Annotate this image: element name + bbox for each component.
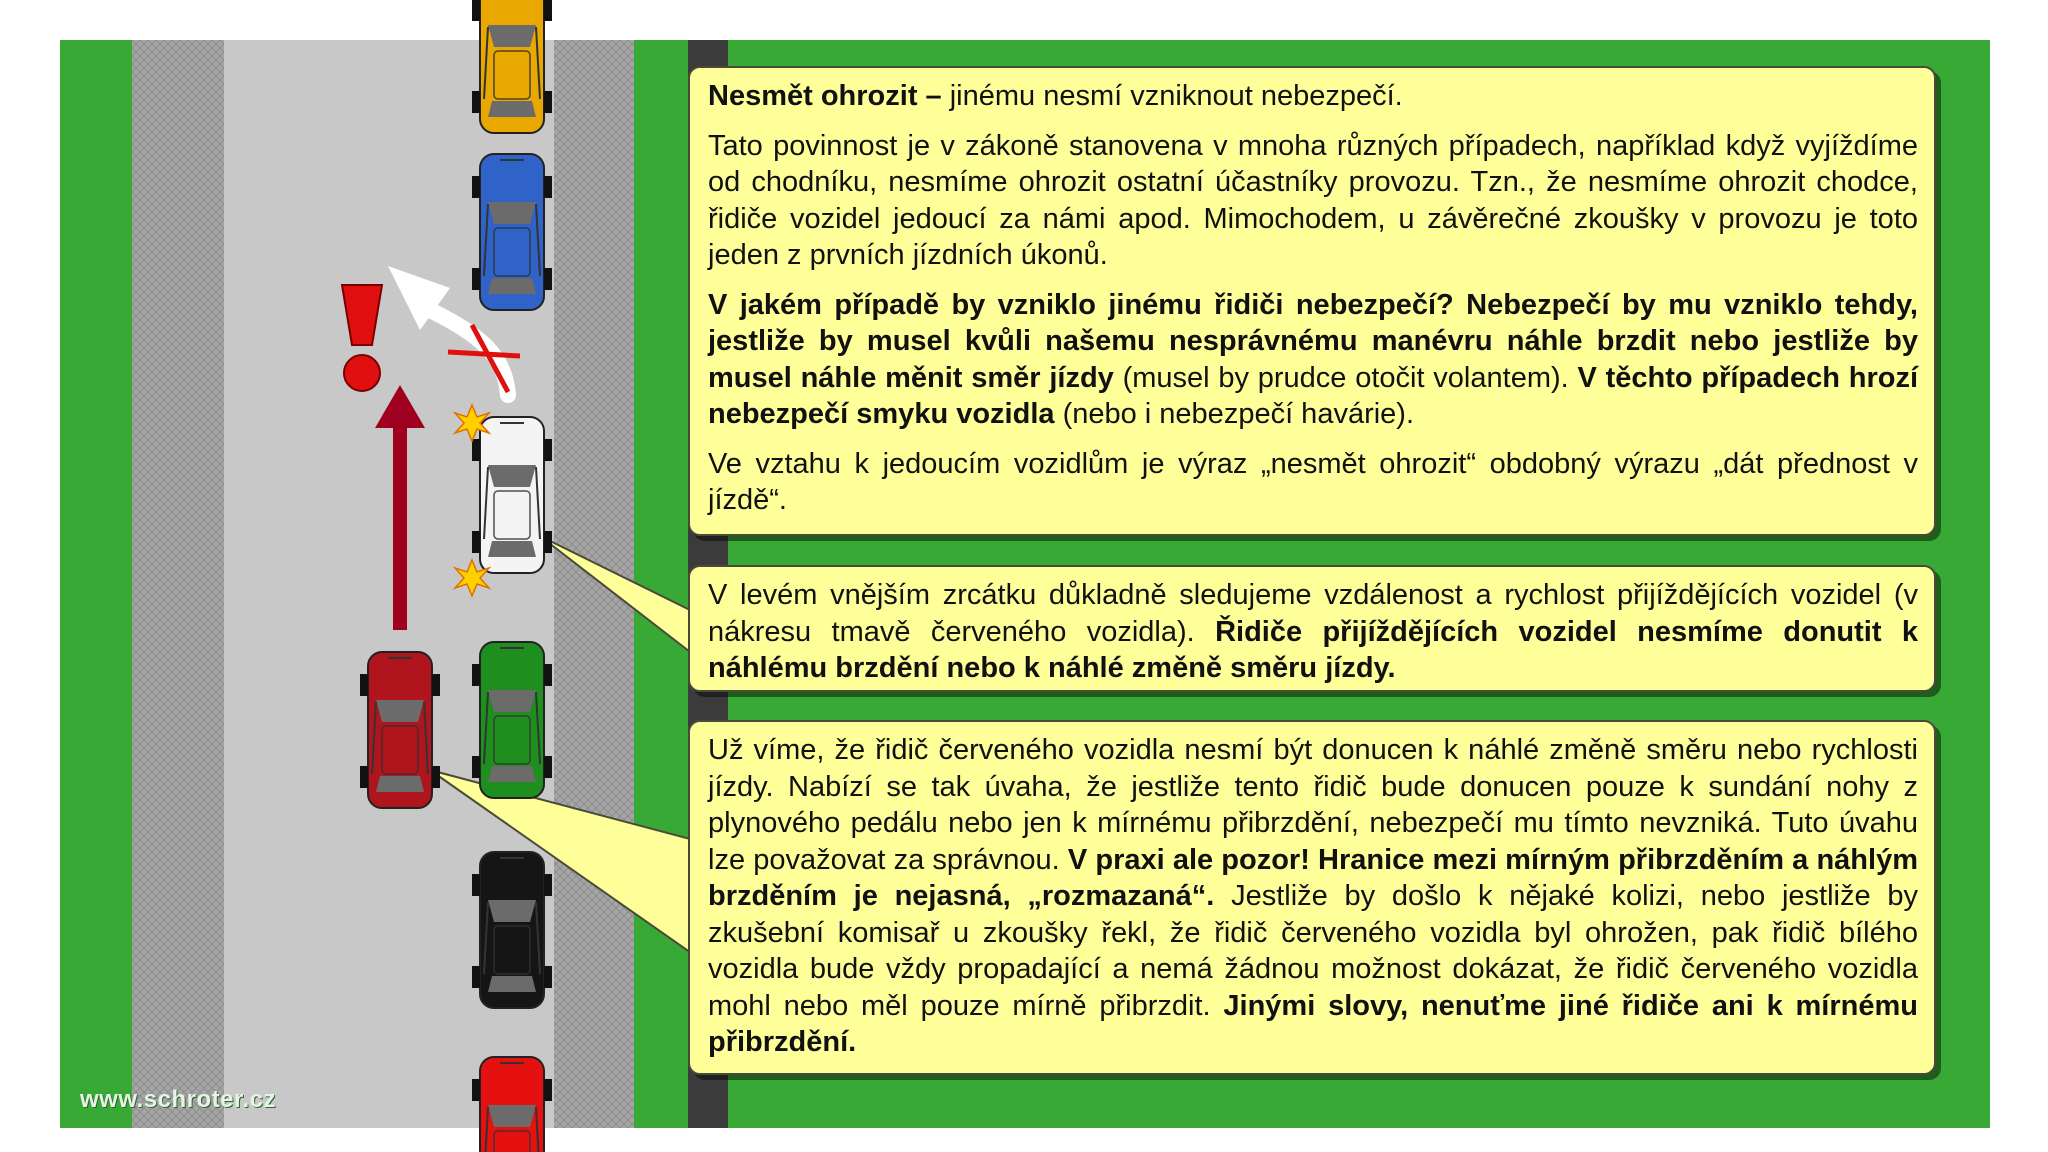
watermark: www.schroter.cz: [80, 1086, 277, 1113]
white-car: [472, 417, 552, 573]
green-strip: [634, 40, 688, 1128]
box1-paragraph-3: V jakém případě by vzniklo jinému řidiči nebezpečí? Nebezpečí by mu vzniklo tehdy, jestliže by musel kvůli našemu nesprávnému manévru náhle brzdit nebo jestliže by musel náhle měnit směr jízdy (musel by prudce otočit volantem). V těchto případech hrozí nebezpečí smyku vozidla (nebo i nebezpečí havárie).: [708, 288, 1918, 430]
dark-red-car: [360, 652, 440, 808]
box1-paragraph-1: Nesmět ohrozit – jinému nesmí vzniknout nebezpečí.: [708, 80, 1403, 112]
info-box-mirror: [688, 565, 1936, 692]
black-car: [472, 852, 552, 1008]
box1-paragraph-2: Tato povinnost je v zákoně stanovena v mnoha různých případech, například když vyjíždíme od chodníku, nesmíme ohrozit ostatní účastníky provozu. Tzn., že nesmíme ohrozit chodce, řidiče vozidel jedoucí za námi apod. Mimochodem, u závěrečné zkoušky v provozu je toto jeden z prvních jízdních úkonů.: [708, 129, 1918, 271]
info-box-top: [688, 66, 1936, 536]
box3-paragraph: Už víme, že řidič červeného vozidla nesmí být donucen k náhlé změně směru nebo rychlosti jízdy. Nabízí se tak úvaha, že jestliže tento řidič bude donucen pouze k sundání nohy z plynového pedálu nebo jen k mírnému přibrzdění, nebezpečí mu tímto nevzniká. Tuto úvahu lze považovat za správnou. V praxi ale pozor! Hranice mezi mírným přibrzděním a náhlým brzděním je nejasná, „rozmazaná“. Jestliže by došlo k nějaké kolizi, nebo jestliže by zkušební komisař u zkoušky řekl, že řidič červeného vozidla byl ohrožen, pak řidič bílého vozidla bude vždy propadající a nemá žádnou možnost dokázat, že řidič červeného vozidla mohl nebo měl pouze mírně přibrzdit. Jinými slovy, nenuťme jiné řidiče ani k mírnému přibrzdění.: [708, 734, 1918, 1058]
red-car-bottom: [472, 1057, 552, 1152]
yellow-car: [472, 0, 552, 133]
blue-car: [472, 154, 552, 310]
info-box-braking: [688, 720, 1936, 1075]
green-car: [472, 642, 552, 798]
road-left-shoulder: [132, 40, 224, 1128]
box2-paragraph: V levém vnějším zrcátku důkladně sledujeme vzdálenost a rychlost přijíždějících vozidel (v nákresu tmavě červeného vozidla). Řidiče přijíždějících vozidel nesmíme donutit k náhlému brzdění nebo k náhlé změně směru jízdy.: [708, 579, 1918, 684]
box1-paragraph-4: Ve vztahu k jedoucím vozidlům je výraz „nesmět ohrozit“ obdobný výrazu „dát přednost v jízdě“.: [708, 447, 1918, 516]
